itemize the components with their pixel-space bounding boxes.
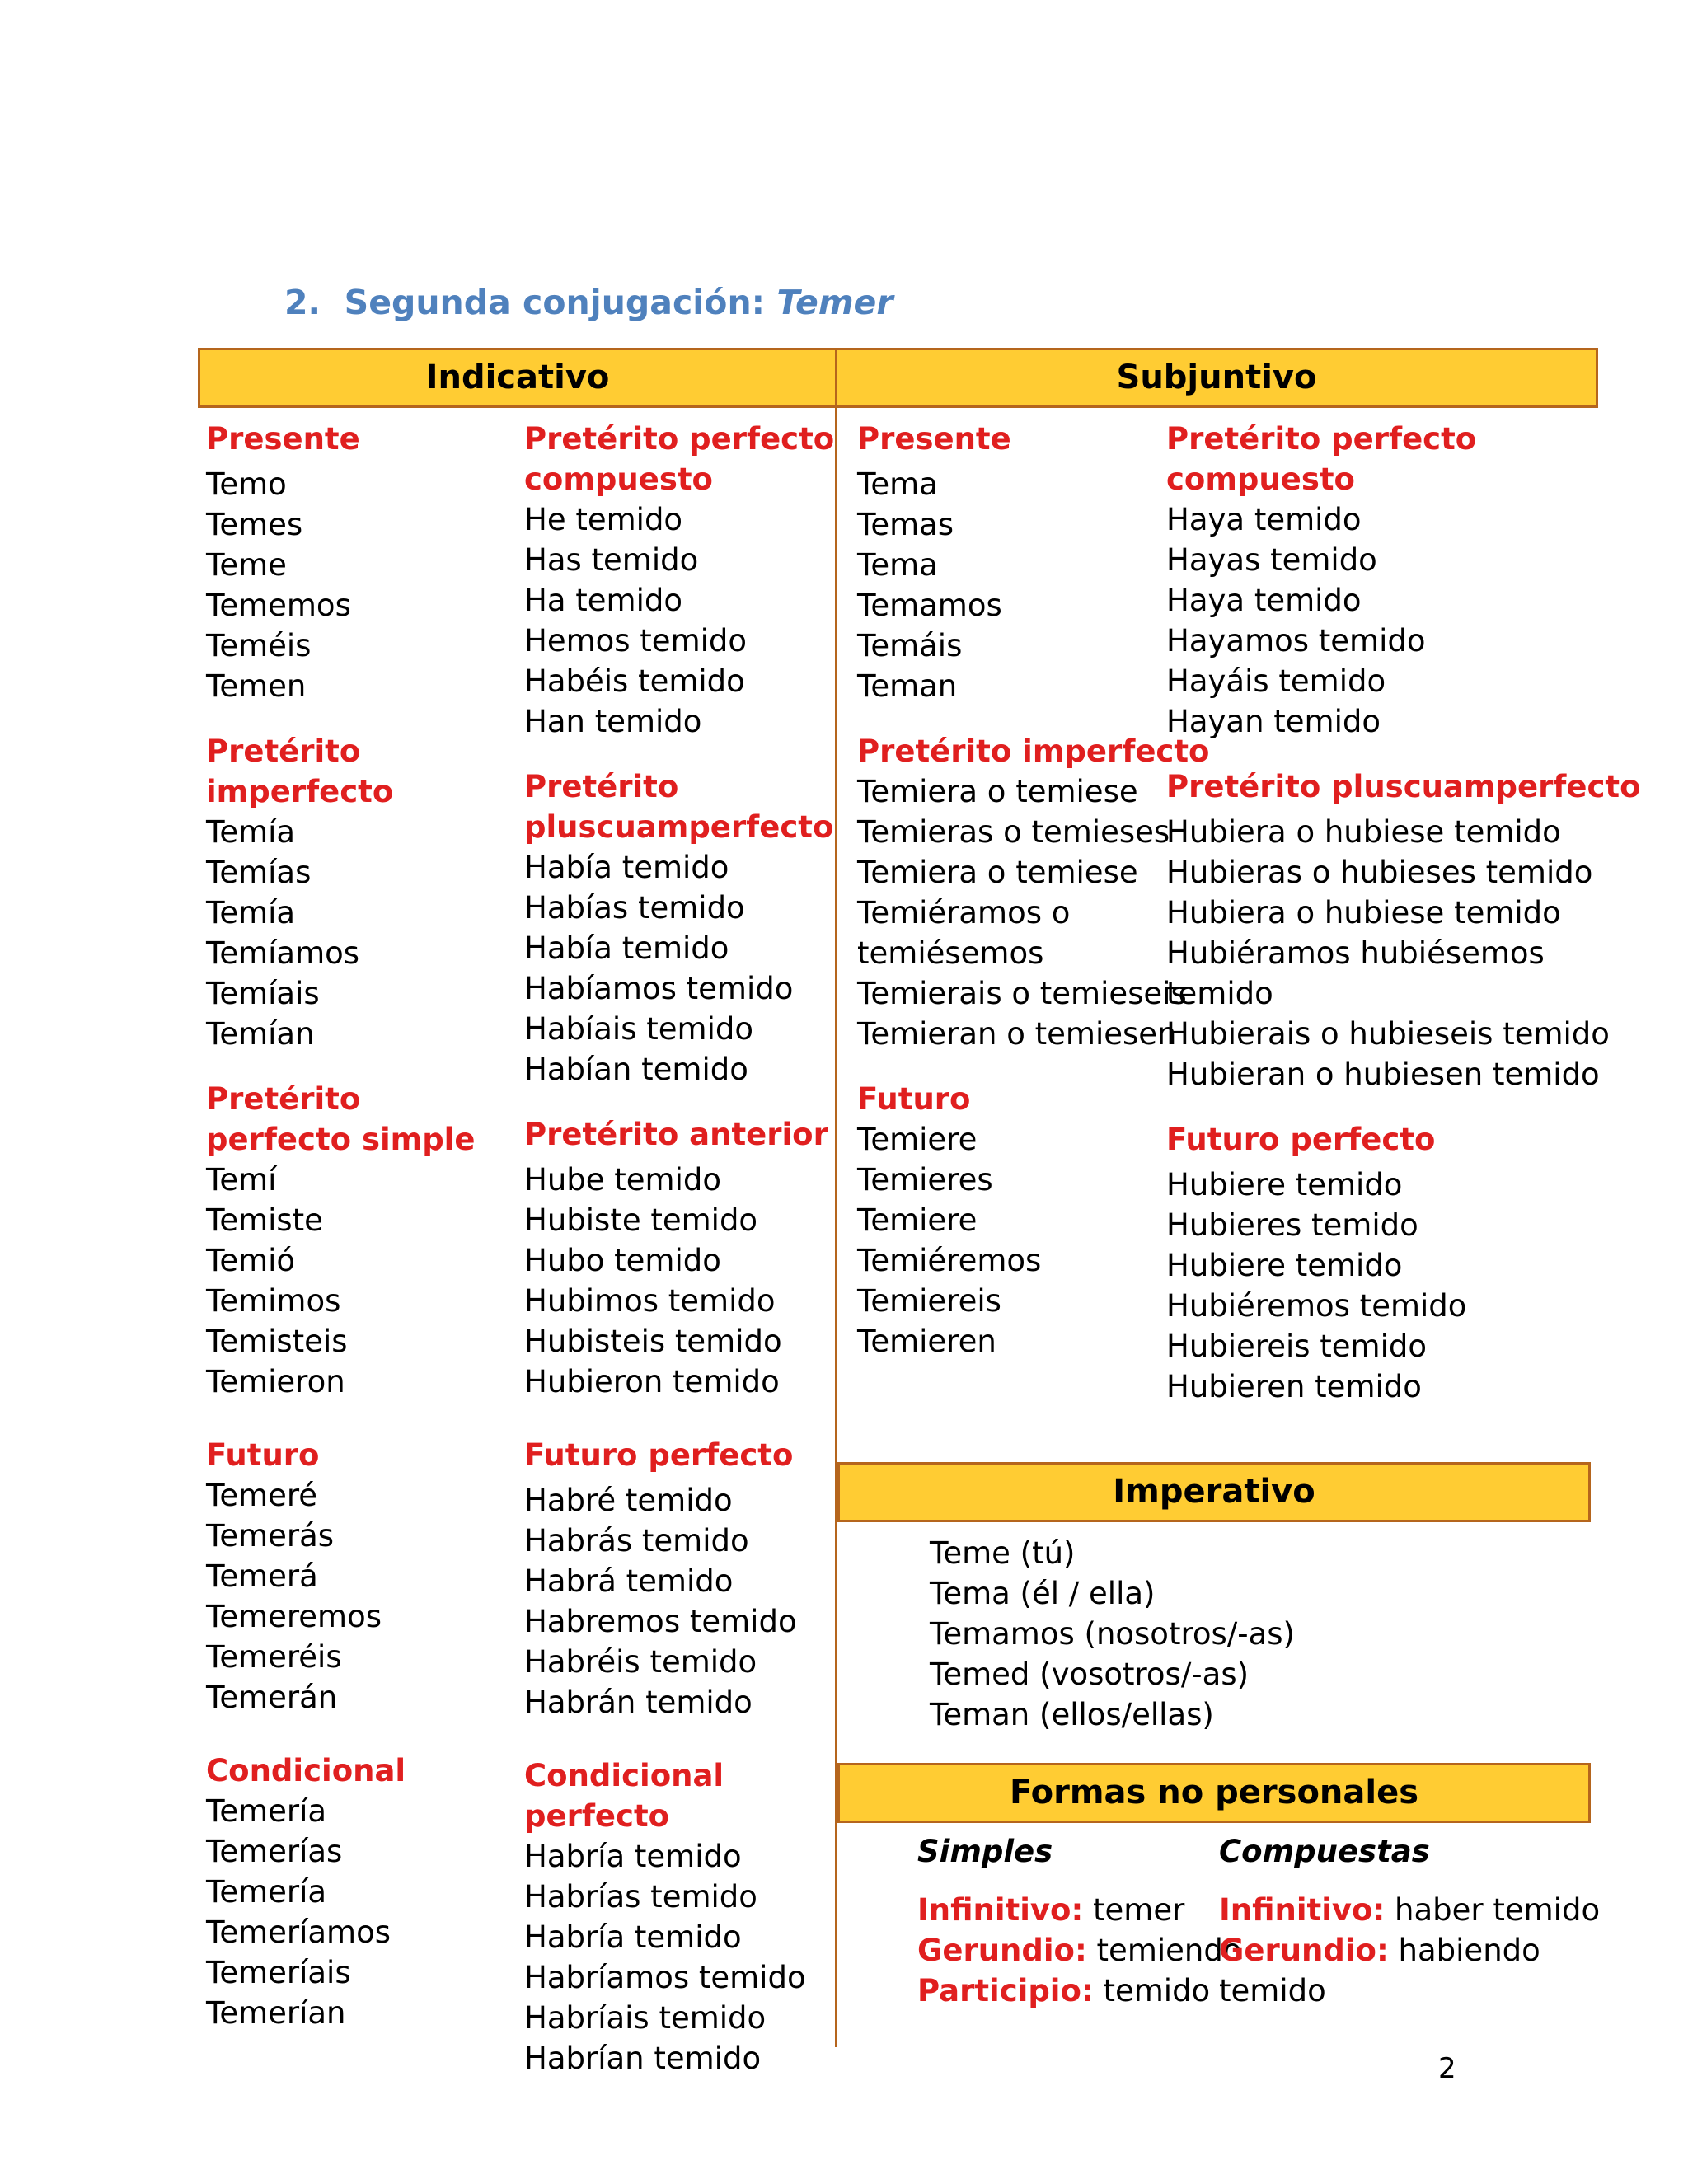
form: Habríais temido [524, 2000, 767, 2036]
text-label: pluscuamperfecto [524, 809, 834, 845]
header-indicativo [198, 348, 837, 408]
heading-perfecto-compuesto: Pretérito perfecto [1166, 421, 1477, 457]
text-label: Gerundio: [917, 1933, 1087, 1968]
form: Temen [206, 668, 307, 704]
heading-presente: Presente [206, 421, 360, 457]
heading-perfecto-compuesto: Pretérito perfecto [524, 421, 835, 457]
form: Temo [206, 466, 287, 502]
form: Temimos [206, 1283, 341, 1319]
form: Habría temido [524, 1919, 742, 1955]
text-label: imperfecto [206, 774, 394, 809]
form: Tememos [206, 588, 351, 623]
form: Hubieres temido [1166, 1207, 1418, 1243]
text-label: Participio: [917, 1973, 1094, 2008]
form: Temía [206, 895, 296, 930]
form: Hubieran o hubiesen temido [1166, 1057, 1600, 1092]
form: Teman (ellos/ellas) [930, 1697, 1214, 1732]
form: Habrían temido [524, 2041, 762, 2076]
form: Temió [206, 1243, 296, 1278]
form: Habrás temido [524, 1523, 749, 1558]
form: Temeréis [206, 1639, 342, 1675]
form: temiésemos [857, 935, 1044, 971]
form: Hubiere temido [1166, 1248, 1403, 1283]
subjuntivo-col-2 [1166, 419, 1641, 1407]
text-label: temiendo [1086, 1933, 1242, 1968]
heading-futuro: Futuro [857, 1081, 971, 1117]
text-label: Gerundio: [1219, 1933, 1389, 1968]
text-label: compuesto [1166, 462, 1355, 497]
form: Ha temido [524, 583, 682, 618]
form: Temerán [206, 1680, 338, 1715]
section-number: 2. [284, 283, 321, 322]
form: Temamos (nosotros/-as) [930, 1616, 1295, 1652]
text-label: Formas no personales [1009, 1774, 1419, 1811]
text-label: temido [1219, 1973, 1326, 2008]
heading-condicional-perfecto: Condicional [524, 1758, 724, 1793]
form: Habréis temido [524, 1644, 757, 1680]
form: Hayas temido [1166, 542, 1377, 578]
text-label: temer [1083, 1892, 1185, 1928]
form: Temed (vosotros/-as) [930, 1657, 1250, 1692]
form: Temiste [206, 1202, 323, 1238]
form: Habré temido [524, 1483, 733, 1518]
form: Temes [206, 507, 303, 542]
form: Temían [206, 1016, 315, 1052]
section-title-verb: Temer [776, 283, 893, 322]
subjuntivo-col-1 [857, 419, 1209, 1361]
form: Haya temido [1166, 583, 1362, 618]
heading-pluscuamperfecto: Pretérito pluscuamperfecto [1166, 769, 1641, 804]
header-imperativo [837, 1462, 1591, 1522]
section-title [284, 283, 893, 322]
form: Tema [857, 547, 938, 583]
form: Hubiste temido [524, 1202, 758, 1238]
form: Temiere [857, 1202, 978, 1238]
form: Teman [857, 668, 958, 704]
form: Temamos [857, 588, 1002, 623]
form: Temería [206, 1874, 327, 1910]
form: Hubiera o hubiese temido [1166, 895, 1561, 930]
heading-presente: Presente [857, 421, 1011, 457]
form: Temí [206, 1162, 277, 1197]
form: Temiera o temiese [857, 774, 1138, 809]
imperativo-list [930, 1533, 1295, 1735]
form: Tema (él / ella) [930, 1576, 1156, 1611]
form: Hayamos temido [1166, 623, 1426, 658]
form: Habían temido [524, 1052, 748, 1087]
form: Temieres [857, 1162, 993, 1197]
form: Temisteis [206, 1324, 348, 1359]
form: Tema [857, 466, 938, 502]
formas-compuestas [1219, 1831, 1600, 2011]
formas-simples [917, 1831, 1241, 2011]
form: He temido [524, 502, 683, 537]
form: Temerás [206, 1518, 335, 1554]
section-title-text: Segunda conjugación: [344, 283, 766, 322]
form: Hubisteis temido [524, 1324, 782, 1359]
text-label: haber temido [1385, 1892, 1601, 1928]
heading-pluscuamperfecto: Pretérito [524, 769, 679, 804]
form: Temiéremos [857, 1243, 1042, 1278]
form: Temierais o temieseis [857, 976, 1187, 1011]
form: Había temido [524, 930, 729, 966]
form: Hayan temido [1166, 704, 1381, 739]
subheading-compuestas: Compuestas [1219, 1834, 1430, 1869]
text-label: Infinitivo: [1219, 1892, 1386, 1928]
heading-imperfecto: Pretérito imperfecto [857, 733, 1210, 769]
form: Hubieron temido [524, 1364, 780, 1399]
form: Hubo temido [524, 1243, 721, 1278]
form: Temiere [857, 1122, 978, 1157]
form: Teme (tú) [930, 1535, 1076, 1571]
header-subjuntivo [835, 348, 1598, 408]
text-label: compuesto [524, 462, 713, 497]
form: Temáis [857, 628, 963, 663]
form: temido [1166, 976, 1273, 1011]
form: Han temido [524, 704, 702, 739]
heading-condicional: Condicional [206, 1753, 406, 1788]
form: Teméis [206, 628, 312, 663]
page-number: 2 [1438, 2052, 1456, 2085]
form: Teme [206, 547, 287, 583]
heading-anterior: Pretérito anterior [524, 1117, 828, 1152]
subheading-simples: Simples [917, 1834, 1053, 1869]
indicativo-col-2 [524, 419, 834, 2079]
text-label: habiendo [1388, 1933, 1540, 1968]
form: Había temido [524, 850, 729, 885]
form: Temeríais [206, 1955, 351, 1990]
heading-futuro-perfecto: Futuro perfecto [524, 1437, 794, 1473]
form: Hayáis temido [1166, 663, 1386, 699]
form: Hube temido [524, 1162, 722, 1197]
text-label: temido [1093, 1973, 1211, 2008]
form: Hubierais o hubieseis temido [1166, 1016, 1610, 1052]
form: Temería [206, 1793, 327, 1829]
form: Hubieras o hubieses temido [1166, 855, 1593, 890]
heading-futuro: Futuro [206, 1437, 320, 1473]
form: Habría temido [524, 1839, 742, 1874]
form: Has temido [524, 542, 699, 578]
form: Temeré [206, 1478, 318, 1513]
heading-futuro-perfecto: Futuro perfecto [1166, 1122, 1436, 1157]
form: Temas [857, 507, 954, 542]
form: Temerías [206, 1834, 343, 1869]
form: Haya temido [1166, 502, 1362, 537]
form: Temerían [206, 1995, 346, 2031]
form: Habrá temido [524, 1563, 734, 1599]
form: Temieren [857, 1324, 996, 1359]
form: Habremos temido [524, 1604, 797, 1639]
text-label: Infinitivo: [917, 1892, 1084, 1928]
form: Hubiéremos temido [1166, 1288, 1467, 1324]
text-label: Subjuntivo [1116, 359, 1317, 396]
form: Temíamos [206, 935, 360, 971]
form: Hemos temido [524, 623, 748, 658]
form: Temieron [206, 1364, 345, 1399]
form: Temieran o temiesen [857, 1016, 1177, 1052]
form: Temiereis [857, 1283, 1001, 1319]
indicativo-col-1 [206, 419, 475, 2033]
form: Temías [206, 855, 312, 890]
text-label: Imperativo [1113, 1473, 1315, 1511]
form: Hubiere temido [1166, 1167, 1403, 1202]
header-formas-no-personales [837, 1763, 1591, 1823]
heading-perfecto-simple: Pretérito [206, 1081, 361, 1117]
form: Hubimos temido [524, 1283, 776, 1319]
form: Habrán temido [524, 1685, 753, 1720]
form: Hubiera o hubiese temido [1166, 814, 1561, 850]
form: Habéis temido [524, 663, 745, 699]
form: Temeríamos [206, 1915, 392, 1950]
form: Temiéramos o [857, 895, 1071, 930]
heading-imperfecto: Pretérito [206, 733, 361, 769]
form: Temieras o temieses [857, 814, 1170, 850]
form: Hubieren temido [1166, 1369, 1422, 1404]
form: Hubiereis temido [1166, 1329, 1427, 1364]
form: Habrías temido [524, 1879, 757, 1915]
form: Temíais [206, 976, 320, 1011]
text-label: Indicativo [425, 359, 610, 396]
form: Hubiéramos hubiésemos [1166, 935, 1545, 971]
form: Habríamos temido [524, 1960, 806, 1995]
form: Temiera o temiese [857, 855, 1138, 890]
text-label: perfecto simple [206, 1122, 476, 1157]
form: Temía [206, 814, 296, 850]
form: Habías temido [524, 890, 745, 926]
form: Habíais temido [524, 1011, 753, 1047]
form: Habíamos temido [524, 971, 794, 1006]
form: Temeremos [206, 1599, 382, 1634]
text-label: perfecto [524, 1798, 670, 1834]
form: Temerá [206, 1558, 318, 1594]
